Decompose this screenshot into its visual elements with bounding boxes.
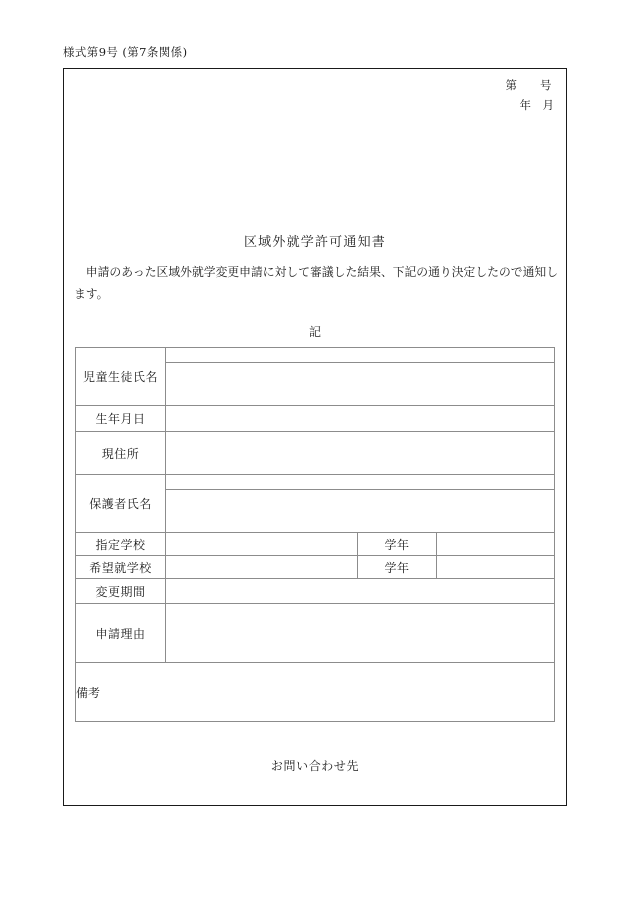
row-label-remarks[interactable]: 備考 bbox=[76, 663, 555, 722]
value-address[interactable] bbox=[166, 432, 555, 475]
form-number: 様式第9号 (第7条関係) bbox=[63, 45, 188, 59]
table-row bbox=[76, 604, 555, 663]
document-meta bbox=[506, 75, 555, 115]
document-number-line: 第 号 bbox=[505, 78, 552, 92]
row-label-address: 現住所 bbox=[76, 432, 166, 475]
table-row bbox=[76, 348, 555, 363]
row-label-reason: 申請理由 bbox=[76, 604, 166, 663]
value-guardian-name[interactable] bbox=[166, 490, 555, 533]
value-designated-school-grade[interactable] bbox=[437, 533, 555, 556]
value-desired-school-grade[interactable] bbox=[437, 556, 555, 579]
value-change-period[interactable] bbox=[166, 579, 555, 604]
table-row bbox=[76, 579, 555, 604]
table-row bbox=[76, 432, 555, 475]
row-label-designated-school: 指定学校 bbox=[76, 533, 166, 556]
table-row bbox=[76, 663, 555, 722]
grade-label-desired-school: 学年 bbox=[358, 556, 437, 579]
row-label-desired-school: 希望就学校 bbox=[76, 556, 166, 579]
value-guardian-name-furigana[interactable] bbox=[166, 475, 555, 490]
document-date-line: 年 月 bbox=[519, 98, 554, 113]
table-row bbox=[76, 556, 555, 579]
value-student-name[interactable] bbox=[166, 363, 555, 406]
table-row bbox=[76, 533, 555, 556]
value-reason[interactable] bbox=[166, 604, 555, 663]
table-row bbox=[76, 475, 555, 490]
row-label-student-name: 児童生徒氏名 bbox=[76, 348, 166, 406]
document-body-text: 申請のあった区域外就学変更申請に対して審議した結果、下記の通り決定したので通知します。 bbox=[74, 265, 558, 301]
value-student-name-furigana[interactable] bbox=[166, 348, 555, 363]
row-label-birth-date: 生年月日 bbox=[76, 406, 166, 432]
application-details-table bbox=[75, 347, 555, 722]
value-birth-date[interactable] bbox=[166, 406, 555, 432]
value-designated-school[interactable] bbox=[166, 533, 358, 556]
document-title: 区域外就学許可通知書 bbox=[243, 235, 386, 250]
row-label-guardian-name: 保護者氏名 bbox=[76, 475, 166, 533]
document-frame bbox=[63, 68, 567, 806]
row-label-change-period: 変更期間 bbox=[76, 579, 166, 604]
contact-footer: お問い合わせ先 bbox=[270, 759, 360, 773]
value-desired-school[interactable] bbox=[166, 556, 358, 579]
ki-marker: 記 bbox=[308, 325, 321, 339]
grade-label-designated-school: 学年 bbox=[358, 533, 437, 556]
table-row bbox=[76, 406, 555, 432]
